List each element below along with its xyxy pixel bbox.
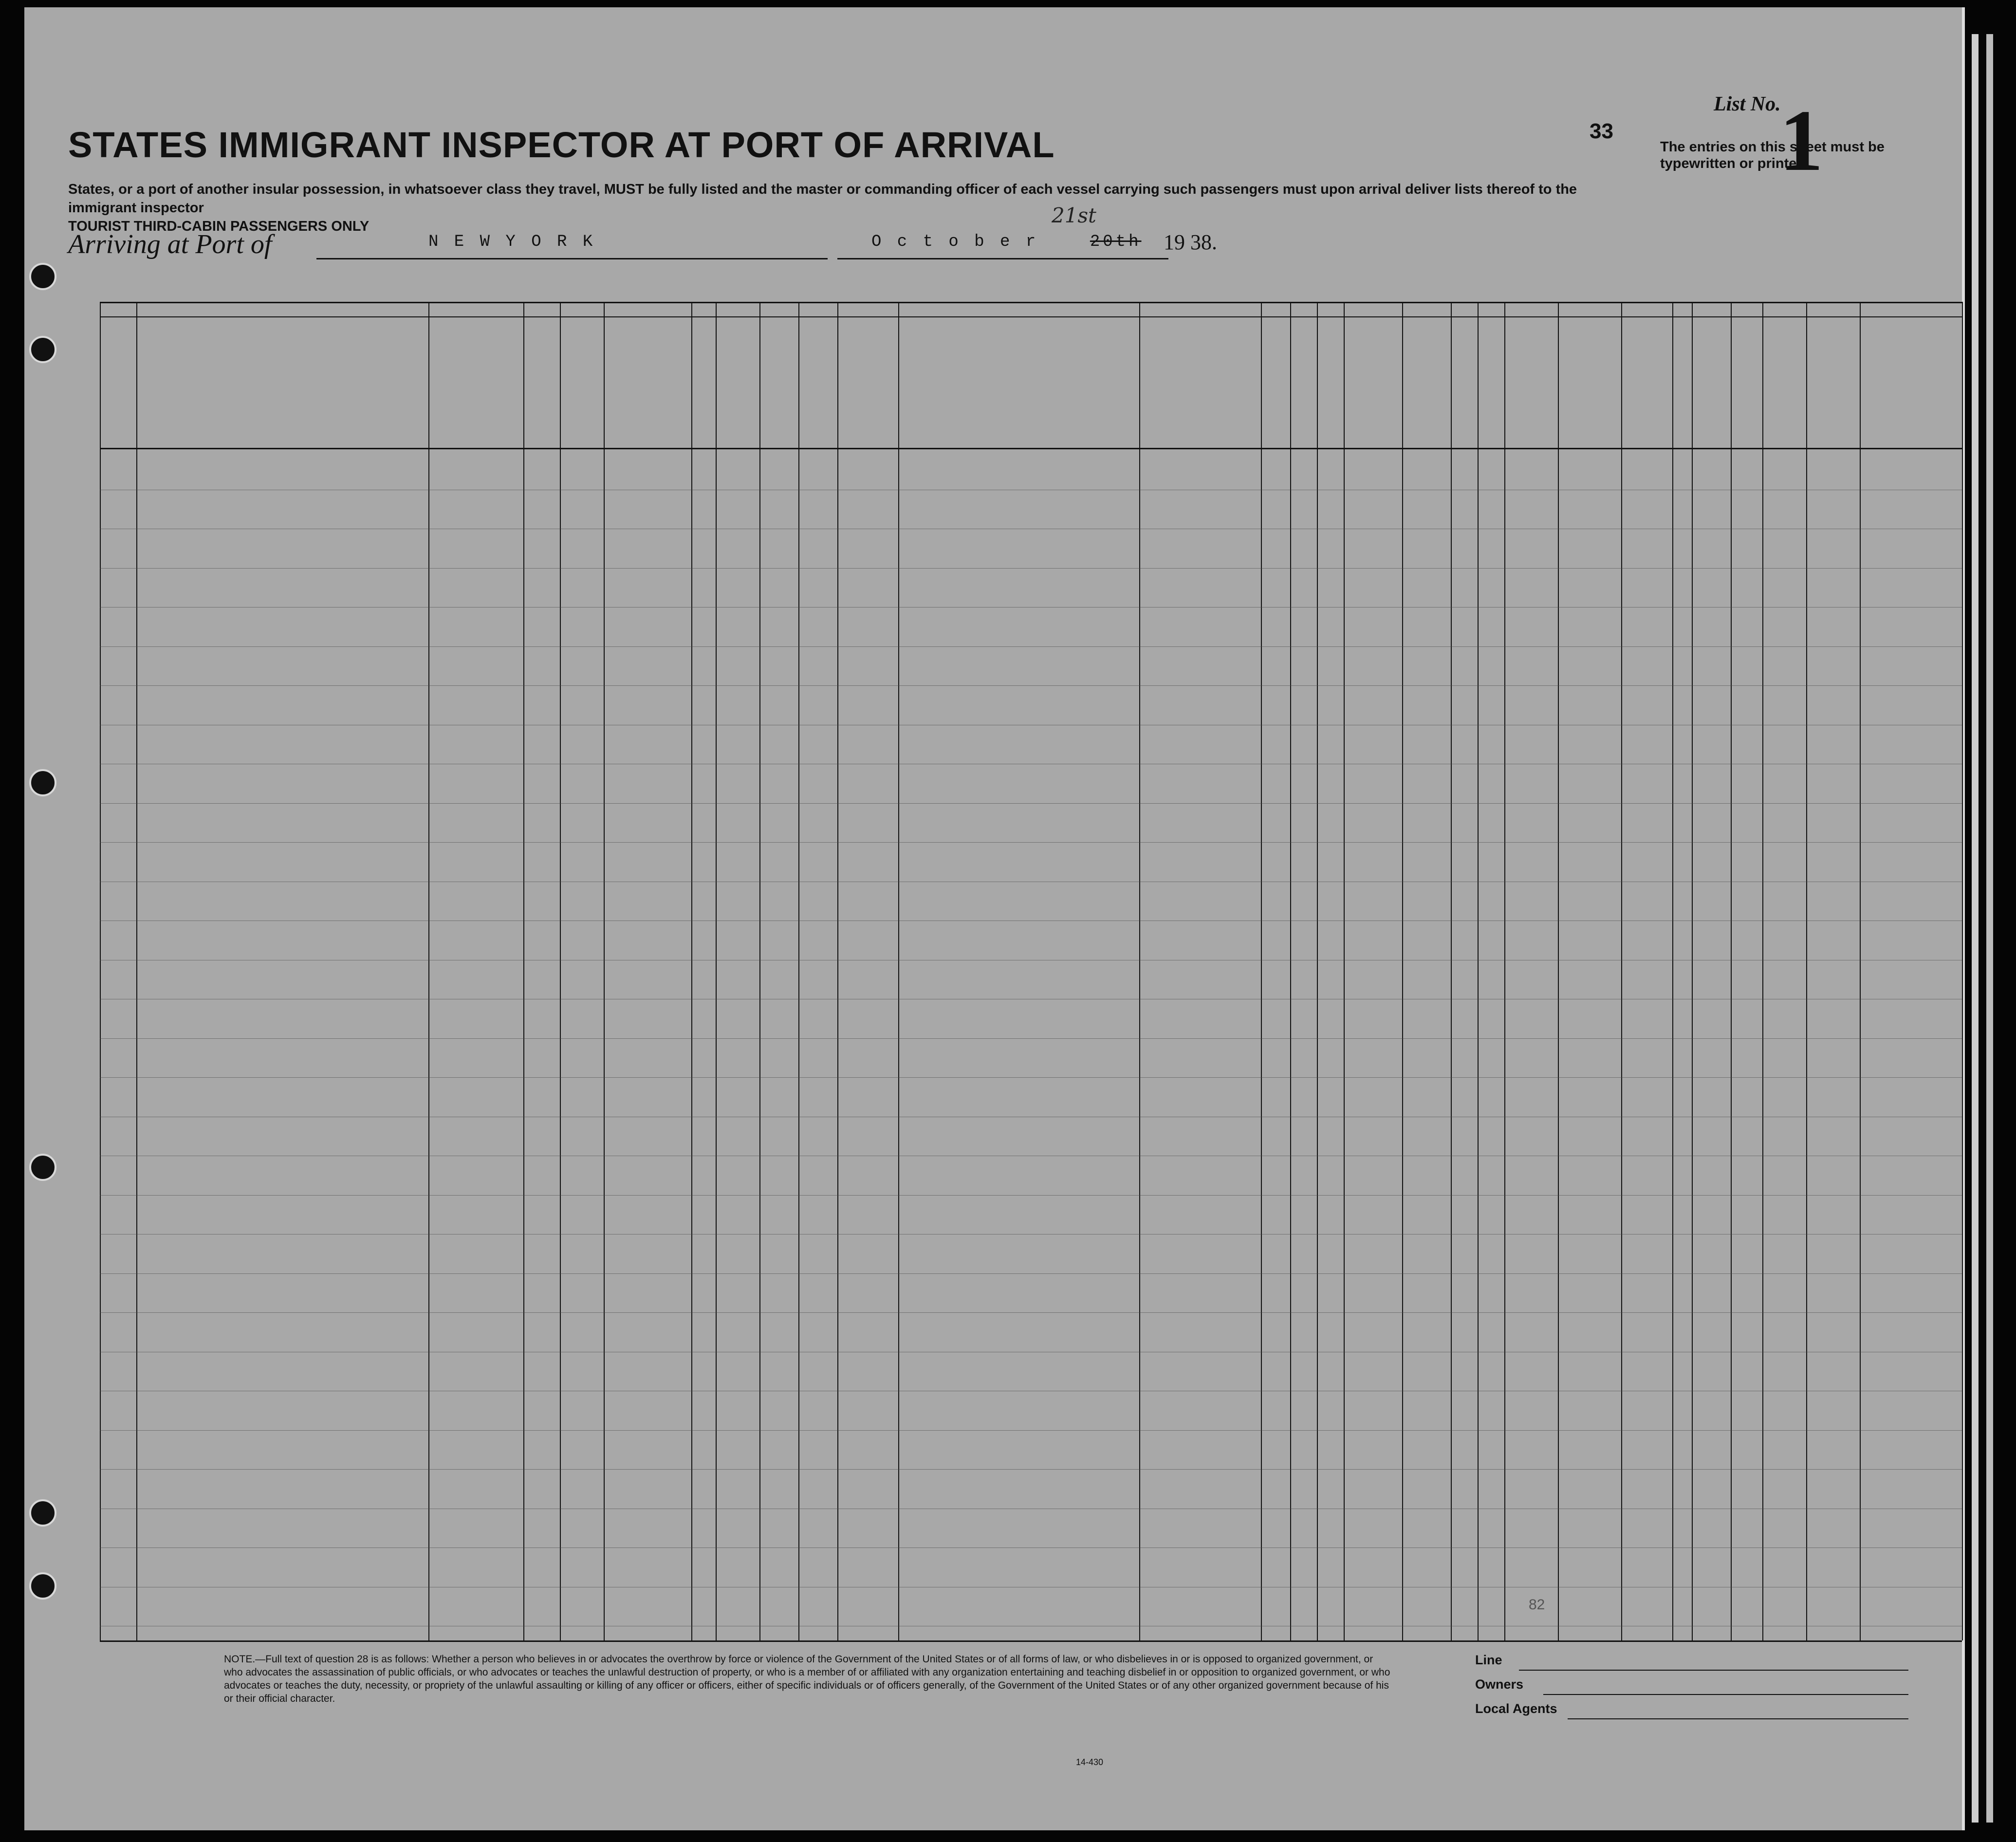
binder-hole [29, 1154, 56, 1181]
owners-label: Owners [1475, 1677, 1524, 1692]
row-line [100, 1547, 1962, 1548]
port-value: N E W Y O R K [428, 233, 596, 251]
row-line [100, 1430, 1962, 1431]
row-line [100, 646, 1962, 647]
column-divider [1261, 302, 1262, 1640]
row-line [100, 607, 1962, 608]
signature-line [1519, 1670, 1908, 1671]
instructions: The entries on this sheet must be typewritten or printed. [1660, 139, 1885, 171]
stamp-number: 82 [1529, 1597, 1545, 1613]
row-line [100, 568, 1962, 569]
column-divider [1731, 302, 1732, 1640]
column-divider [1621, 302, 1622, 1640]
row-line [100, 1077, 1962, 1078]
day-correction: 21st [1052, 203, 1096, 227]
binder-hole [29, 1499, 56, 1527]
page-edge [1972, 34, 1979, 1823]
table-top-line [100, 302, 1962, 303]
date-value: O c t o b e r 20th [871, 233, 1142, 251]
list-number: 1 [1779, 92, 1823, 189]
header-bottom-line [100, 448, 1962, 449]
row-line [100, 685, 1962, 686]
page-edge [1986, 34, 1993, 1823]
column-divider [1558, 302, 1559, 1640]
column-divider [1290, 302, 1291, 1640]
column-divider [1672, 302, 1673, 1640]
column-divider [1860, 302, 1861, 1640]
row-line [100, 803, 1962, 804]
signature-line [1568, 1718, 1908, 1719]
form-code: 14-430 [1076, 1757, 1104, 1767]
year-value: 19 38. [1164, 230, 1217, 254]
manifest-table [100, 302, 1960, 1640]
column-divider [1317, 302, 1318, 1640]
column-divider [523, 302, 524, 1640]
binder-hole [29, 336, 56, 363]
column-divider [1692, 302, 1693, 1640]
page-number: 33 [1590, 119, 1613, 143]
list-label: List No. [1714, 93, 1781, 115]
line-label: Line [1475, 1653, 1502, 1667]
column-divider [1139, 302, 1140, 1640]
form-title: STATES IMMIGRANT INSPECTOR AT PORT OF ARRIVAL [68, 125, 1055, 165]
row-line [100, 842, 1962, 843]
column-number-line [100, 316, 1962, 317]
arriving-label: Arriving at Port of [68, 229, 272, 259]
column-divider [1402, 302, 1403, 1640]
column-divider [898, 302, 899, 1640]
column-divider [1451, 302, 1452, 1640]
column-divider [428, 302, 429, 1640]
column-divider [798, 302, 799, 1640]
column-divider [1762, 302, 1763, 1640]
agents-label: Local Agents [1475, 1701, 1557, 1716]
row-line [100, 1312, 1962, 1313]
binder-hole [29, 769, 56, 796]
date-underline [837, 258, 1168, 259]
column-divider [716, 302, 717, 1640]
binder-hole [29, 1572, 56, 1600]
column-divider [1806, 302, 1807, 1640]
column-divider [604, 302, 605, 1640]
column-divider [560, 302, 561, 1640]
column-divider [136, 302, 137, 1640]
row-line [100, 1469, 1962, 1470]
column-divider [1478, 302, 1479, 1640]
binder-hole [29, 263, 56, 290]
column-divider [759, 302, 760, 1640]
row-line [100, 1195, 1962, 1196]
port-underline [316, 258, 828, 259]
row-line [100, 1038, 1962, 1039]
column-divider [691, 302, 692, 1640]
row-line [100, 1273, 1962, 1274]
column-divider [1504, 302, 1505, 1640]
column-divider [1344, 302, 1345, 1640]
column-divider [1962, 302, 1963, 1640]
table-bottom-line [100, 1640, 1962, 1642]
form-notice: States, or a port of another insular possession, in whatsoever class they travel, MUST be fully listed and the master or commanding officer of each vessel carrying such passengers must upon arrival deliver lists thereof to the immigrant inspector TOURIST THIRD-CABIN PASSENGERS ONLY [68, 182, 1577, 234]
column-divider [837, 302, 838, 1640]
footnote: NOTE.—Full text of question 28 is as follows: Whether a person who believes in or advocates the overthrow by force or violence of the Government of the United States or of all forms of law, or who disbelieves in or is opposed to organized government, or who advocates the assassination of public officials, or who advocates or teaches the unlawful destruction of property, or who is a member of or affiliated with any organization entertaining and teaching disbelief in or opposition to organized government, or who advocates or teaches the duty, necessity, or propriety of the unlawful assaulting or killing of any officer or officers, either of specific individuals or of officers generally, of the Government of the United States or of any other organized government because of his or their official character. [224, 1654, 1390, 1704]
signature-line [1543, 1694, 1908, 1695]
column-divider [100, 302, 101, 1640]
